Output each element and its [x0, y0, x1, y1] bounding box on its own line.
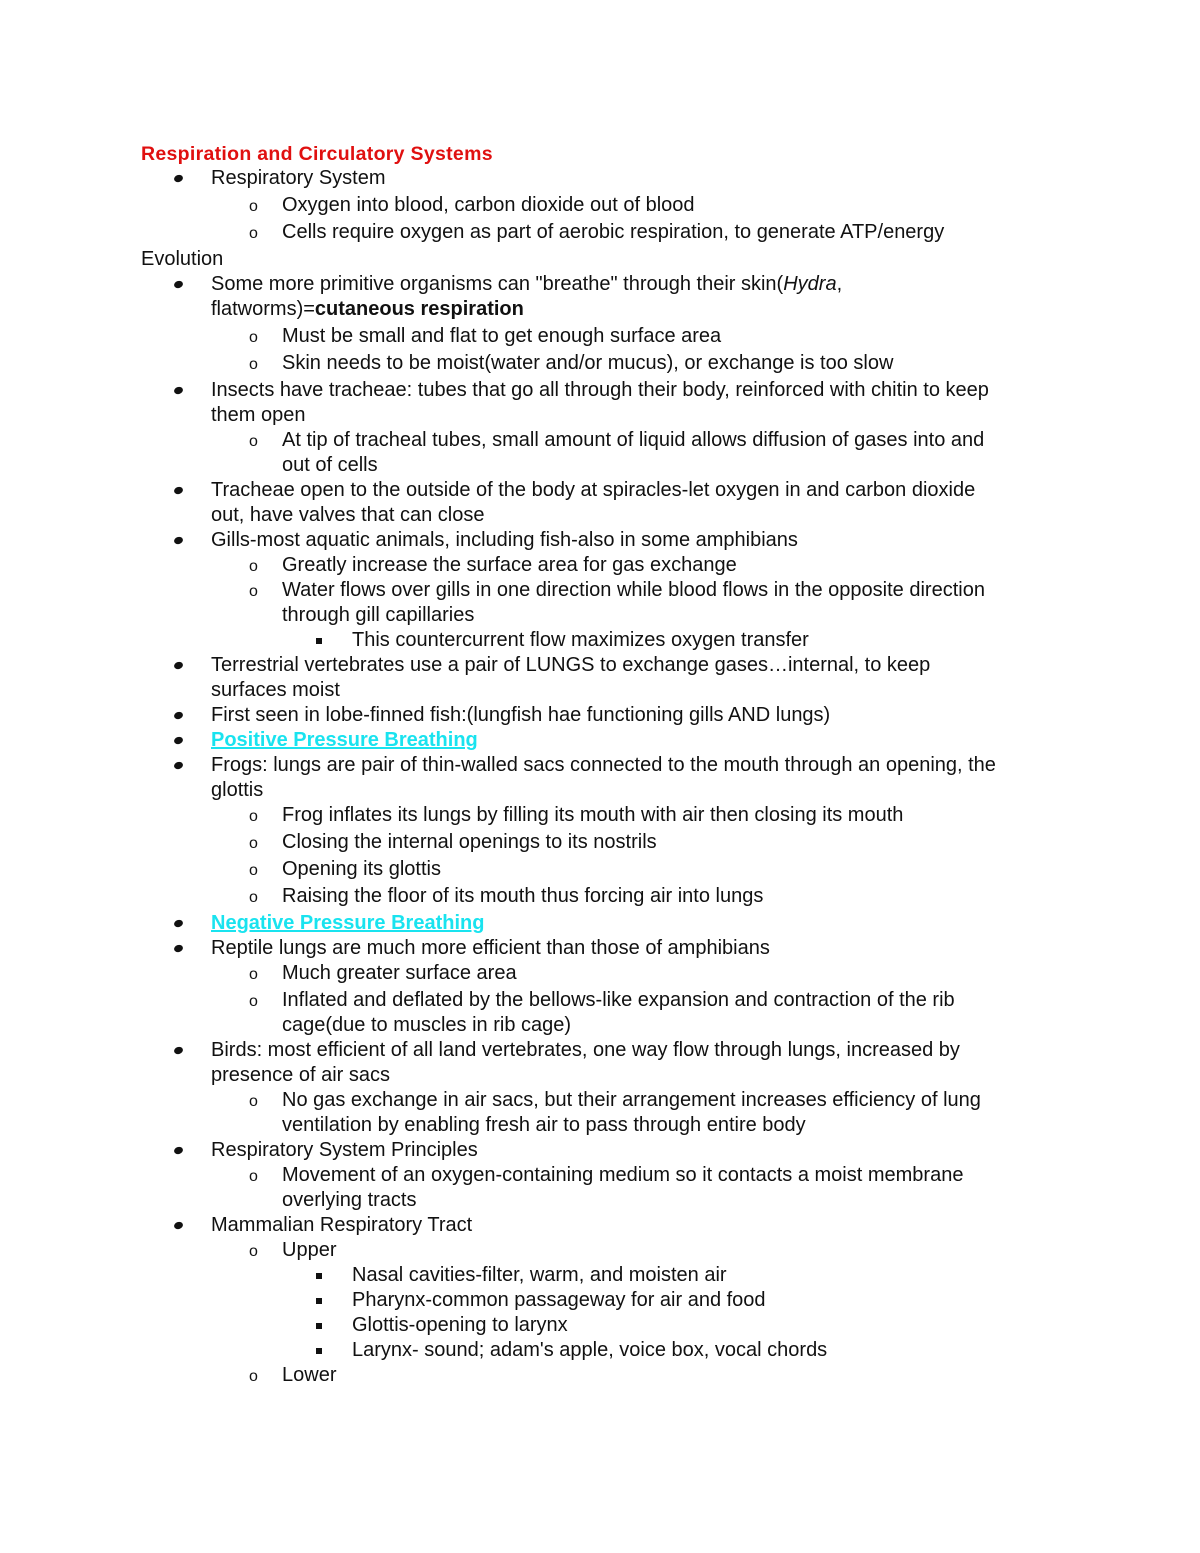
list-item: o Greatly increase the surface area for gas exchange [141, 553, 1071, 578]
list-item: o At tip of tracheal tubes, small amount of liquid allows diffusion of gases into and out of cells [249, 429, 985, 476]
bullet-o-icon: o [249, 583, 258, 600]
list-item: o Raising the floor of its mouth thus forcing air into lungs [141, 884, 1071, 909]
list-item: Birds: most efficient of all land vertebrates, one way flow through lungs, increased by presence of air sacs [141, 1038, 1071, 1088]
list-item: This countercurrent flow maximizes oxygen transfer [141, 628, 1071, 653]
list-item: First seen in lobe-finned fish:(lungfish hae functioning gills AND lungs) [141, 703, 1071, 728]
bullet-o-icon: o [249, 1368, 258, 1385]
section-heading-evolution: Evolution [141, 248, 224, 270]
list-item: o Opening its glottis [141, 857, 1071, 882]
list-item: o Skin needs to be moist(water and/or mucus), or exchange is too slow [141, 351, 1071, 376]
bullet-o-icon: o [249, 1243, 258, 1260]
bullet-o-icon: o [249, 356, 258, 373]
bullet-dot-icon [173, 1046, 184, 1055]
bullet-o-icon: o [249, 889, 258, 906]
list-item: o Movement of an oxygen-containing medium so it contacts a moist membrane overlying tracts [249, 1164, 964, 1211]
bullet-o-icon: o [249, 558, 258, 575]
bullet-dot-icon [173, 761, 184, 770]
bullet-dot-icon [173, 944, 184, 953]
bullet-o-icon: o [249, 329, 258, 346]
list-item: Reptile lungs are much more efficient than those of amphibians [141, 936, 1071, 961]
bullet-dot-icon [173, 536, 184, 545]
bullet-dot-icon [173, 174, 184, 183]
bullet-o-icon: o [249, 835, 258, 852]
bullet-dot-icon [173, 661, 184, 670]
list-item: o Closing the internal openings to its nostrils [141, 830, 1071, 855]
list-item: Larynx- sound; adam's apple, voice box, vocal chords [141, 1338, 1071, 1363]
bullet-o-icon: o [249, 1093, 258, 1110]
list-item: Nasal cavities-filter, warm, and moisten air [141, 1263, 1071, 1288]
bullet-o-icon: o [249, 433, 258, 450]
bullet-square-icon [316, 1348, 322, 1354]
bullet-dot-icon [173, 711, 184, 720]
page-title: Respiration and Circulatory Systems [141, 143, 493, 165]
bullet-square-icon [316, 638, 322, 644]
bullet-square-icon [316, 1323, 322, 1329]
bullet-square-icon [316, 1273, 322, 1279]
list-item: o No gas exchange in air sacs, but their arrangement increases efficiency of lung ventilation by enabling fresh air to pass through entire body [249, 1089, 981, 1136]
bullet-dot-icon [173, 280, 184, 289]
bullet-o-icon: o [249, 198, 258, 215]
list-item: Some more primitive organisms can "breathe" through their skin(Hydra, flatworms)=cutaneous respiration [141, 272, 1071, 322]
link-positive-pressure-breathing[interactable]: Positive Pressure Breathing [211, 729, 478, 751]
bullet-square-icon [316, 1298, 322, 1304]
list-item [141, 728, 1071, 753]
list-item: o Inflated and deflated by the bellows-like expansion and contraction of the rib cage(due to muscles in rib cage) [249, 989, 955, 1036]
bullet-o-icon: o [249, 225, 258, 242]
list-item: o Must be small and flat to get enough surface area [141, 324, 1071, 349]
list-item: Frogs: lungs are pair of thin-walled sacs connected to the mouth through an opening, the glottis [141, 753, 1071, 803]
list-item: o Cells require oxygen as part of aerobic respiration, to generate ATP/energy [141, 220, 1071, 245]
list-item: o Frog inflates its lungs by filling its mouth with air then closing its mouth [141, 803, 1071, 828]
bullet-dot-icon [173, 486, 184, 495]
list-item [141, 911, 1071, 936]
bullet-dot-icon [173, 386, 184, 395]
list-item: o Oxygen into blood, carbon dioxide out of blood [141, 193, 1071, 218]
bullet-o-icon: o [249, 966, 258, 983]
list-item: Mammalian Respiratory Tract [141, 1213, 1071, 1238]
link-negative-pressure-breathing[interactable]: Negative Pressure Breathing [211, 912, 485, 934]
bullet-o-icon: o [249, 993, 258, 1010]
list-item: o Lower [141, 1363, 1071, 1388]
notes-body [141, 142, 1071, 1388]
list-item: Glottis-opening to larynx [141, 1313, 1071, 1338]
bullet-o-icon: o [249, 862, 258, 879]
bullet-dot-icon [173, 1146, 184, 1155]
key-term: cutaneous respiration [314, 298, 524, 320]
list-item: Insects have tracheae: tubes that go all through their body, reinforced with chitin to keep them open [141, 378, 1071, 428]
list-item: Gills-most aquatic animals, including fish-also in some amphibians [141, 528, 1071, 553]
list-item: o Much greater surface area [141, 961, 1071, 986]
list-item: Respiratory System [141, 166, 1071, 191]
bullet-dot-icon [173, 919, 184, 928]
list-item: Respiratory System Principles [141, 1138, 1071, 1163]
bullet-o-icon: o [249, 1168, 258, 1185]
bullet-dot-icon [173, 736, 184, 745]
list-item: Pharynx-common passageway for air and food [141, 1288, 1071, 1313]
list-item: Tracheae open to the outside of the body at spiracles-let oxygen in and carbon dioxide out, have valves that can close [141, 478, 1071, 528]
list-item: o Water flows over gills in one direction while blood flows in the opposite direction through gill capillaries [249, 579, 985, 626]
list-item: o Upper [141, 1238, 1071, 1263]
list-item: Terrestrial vertebrates use a pair of LUNGS to exchange gases…internal, to keep surfaces moist [141, 653, 1071, 703]
bullet-o-icon: o [249, 808, 258, 825]
bullet-dot-icon [173, 1221, 184, 1230]
